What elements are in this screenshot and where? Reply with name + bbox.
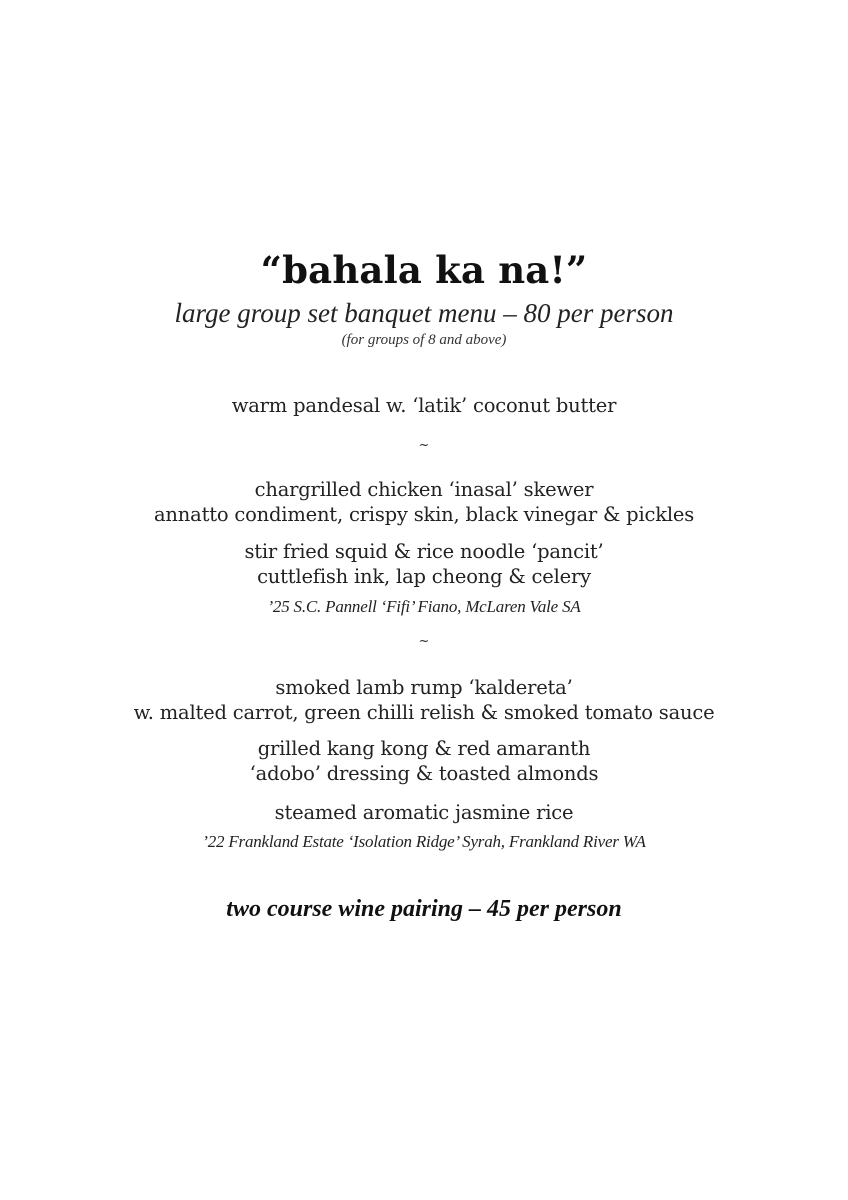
dish-description: annatto condiment, crispy skin, black vinegar & pickles [154,503,694,526]
wine-pairing-note: ’22 Frankland Estate ‘Isolation Ridge’ Syrah, Frankland River WA [202,832,646,851]
dish-description: cuttlefish ink, lap cheong & celery [257,565,591,588]
course-separator: ~ [418,438,430,453]
group-size-note: (for groups of 8 and above) [341,332,507,348]
menu-subtitle: large group set banquet menu – 80 per person [174,298,674,328]
dish-description: ‘adobo’ dressing & toasted almonds [249,762,599,785]
dish-description: w. malted carrot, green chilli relish & smoked tomato sauce [133,701,715,724]
wine-pairing-price: two course wine pairing – 45 per person [226,896,622,922]
dish-name: stir fried squid & rice noodle ‘pancit’ [244,540,604,563]
menu-title: “bahala ka na!” [260,248,588,292]
wine-pairing-note: ’25 S.C. Pannell ‘Fifi’ Fiano, McLaren Vale SA [267,597,581,616]
course-separator: ~ [418,634,430,649]
starter-dish: warm pandesal w. ‘latik’ coconut butter [231,394,617,417]
dish-name: steamed aromatic jasmine rice [274,801,574,824]
dish-name: smoked lamb rump ‘kaldereta’ [275,676,573,699]
dish-name: grilled kang kong & red amaranth [257,737,591,760]
dish-name: chargrilled chicken ‘inasal’ skewer [254,478,594,501]
